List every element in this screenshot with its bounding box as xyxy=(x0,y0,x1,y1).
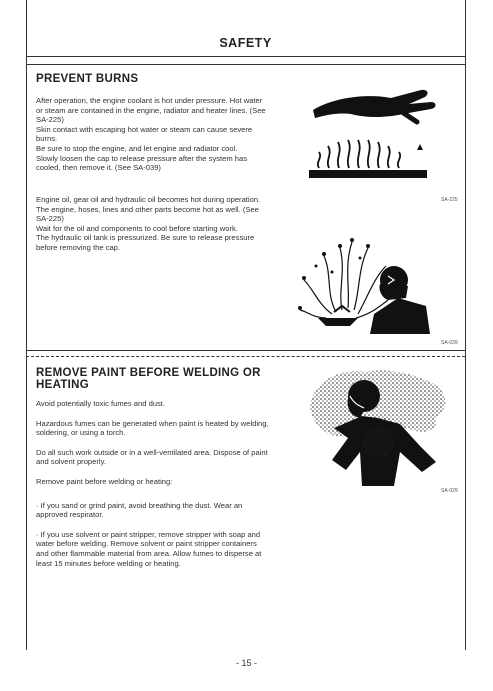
burns-paragraph: Skin contact with escaping hot water or steam can cause severe burns. xyxy=(36,124,253,144)
figure-code-sa039: SA-039 xyxy=(441,340,458,346)
figure-code-sa225: SA-225 xyxy=(441,197,458,203)
section-divider-middle xyxy=(26,350,465,351)
burns-paragraph: Slowly loosen the cap to release pressure after the system has cooled, then remove it. (See SA-039) xyxy=(36,153,248,173)
figure-code-sa029: SA-029 xyxy=(441,488,458,494)
burns-paragraph: Engine oil, gear oil and hydraulic oil becomes hot during operation. xyxy=(36,195,261,204)
right-border-line xyxy=(465,0,466,650)
paint-paragraph: Remove paint before welding or heating: xyxy=(36,476,173,486)
header-bottom-rule xyxy=(26,56,465,57)
burns-paragraph: The hydraulic oil tank is pressurized. Be sure to release pressure before removing the cap. xyxy=(36,233,255,252)
hot-surface-hand-illustration xyxy=(291,72,441,192)
prevent-burns-text-block-2 xyxy=(36,195,271,253)
toxic-fumes-illustration xyxy=(304,366,454,488)
remove-paint-section xyxy=(26,356,465,646)
remove-paint-title-line1: REMOVE PAINT BEFORE WELDING OR xyxy=(36,367,261,379)
prevent-burns-section xyxy=(26,64,465,350)
paint-paragraph: Hazardous fumes can be generated when paint is heated by welding, soldering, or using a torch. xyxy=(36,418,269,438)
prevent-burns-text-block-1 xyxy=(36,96,271,173)
burns-paragraph: After operation, the engine coolant is hot under pressure. Hot water or steam are contained in the engine, radiator and heater lines. (See SA-225) xyxy=(36,96,266,125)
burns-paragraph: Be sure to stop the engine, and let engine and radiator cool. xyxy=(36,143,238,153)
paint-paragraph: · If you use solvent or paint stripper, remove stripper with soap and water before welding. Remove solvent or paint stripper containers and other flammable material from area. Allow fumes to disperse at least 15 minutes before welding or heating. xyxy=(36,529,262,568)
page-number: - 15 - xyxy=(235,658,257,668)
burns-paragraph: The engine, hoses, lines and other parts become hot as well. (See SA-225) xyxy=(36,204,259,224)
prevent-burns-title: PREVENT BURNS xyxy=(36,73,139,85)
burns-paragraph: Wait for the oil and components to cool before starting work. xyxy=(36,223,238,233)
remove-paint-text xyxy=(36,399,271,568)
paint-paragraph: Avoid potentially toxic fumes and dust. xyxy=(36,399,166,408)
paint-paragraph: Do all such work outside or in a well-ventilated area. Dispose of paint and solvent properly. xyxy=(36,447,268,467)
remove-paint-title-line2: HEATING xyxy=(36,379,89,391)
page-title: SAFETY xyxy=(219,36,272,50)
pressurized-cap-spray-illustration xyxy=(296,214,446,336)
paint-paragraph: · If you sand or grind paint, avoid breathing the dust. Wear an approved respirator. xyxy=(36,500,243,520)
